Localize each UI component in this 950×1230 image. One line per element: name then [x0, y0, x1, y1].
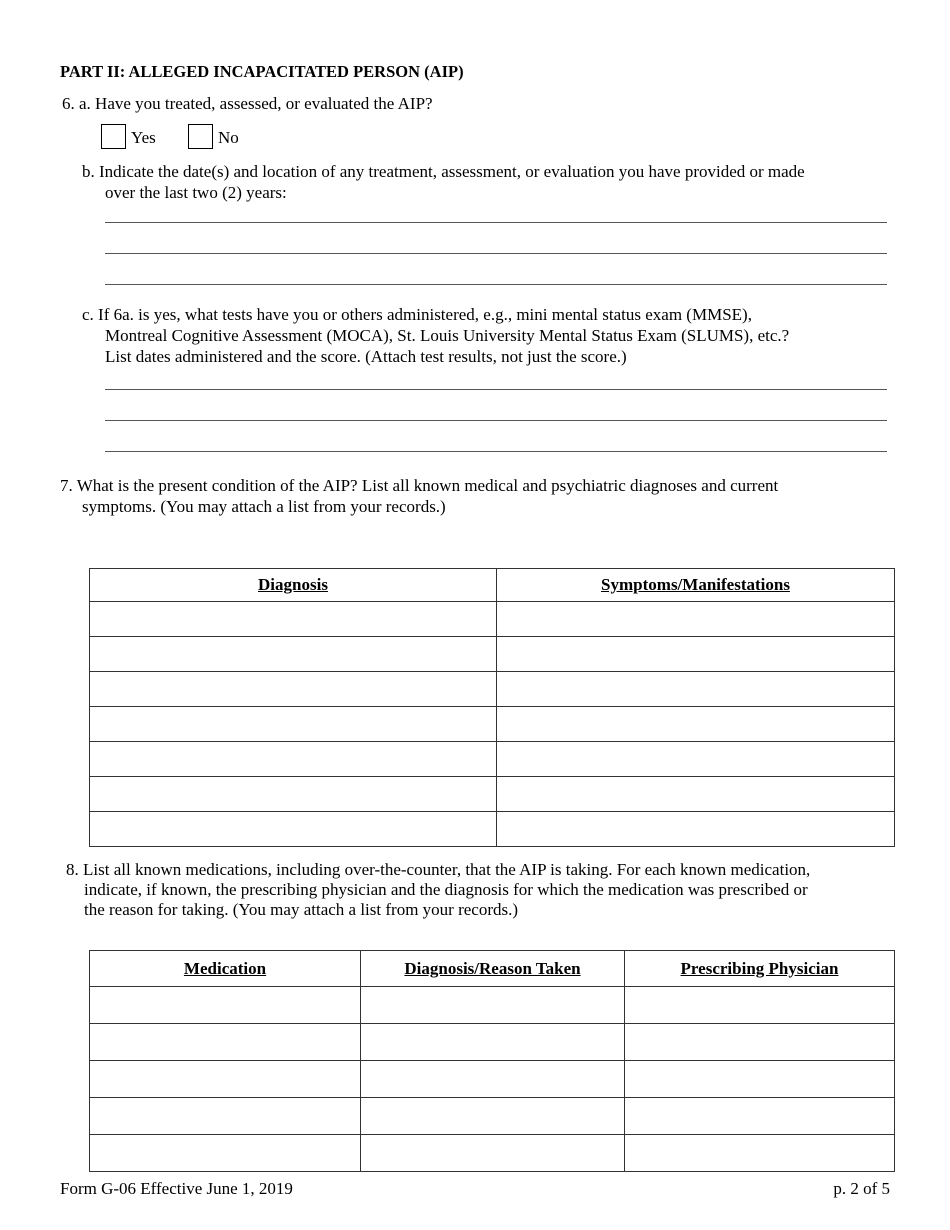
- symptoms-cell[interactable]: [497, 742, 895, 777]
- answer-line-6b-2[interactable]: [105, 253, 887, 254]
- table-row: [90, 812, 895, 847]
- table-row: [90, 742, 895, 777]
- answer-line-6c-3[interactable]: [105, 451, 887, 452]
- yes-checkbox[interactable]: [101, 124, 126, 149]
- question-7-line1: 7. What is the present condition of the AIP? List all known medical and psychiatric diagnoses and current: [60, 476, 779, 495]
- diagnosis-cell[interactable]: [90, 637, 497, 672]
- yes-label: Yes: [131, 128, 156, 147]
- no-checkbox[interactable]: [188, 124, 213, 149]
- diagnosis-cell[interactable]: [90, 707, 497, 742]
- answer-line-6c-2[interactable]: [105, 420, 887, 421]
- question-7-line2: symptoms. (You may attach a list from your records.): [82, 497, 446, 516]
- question-6c-line1: c. If 6a. is yes, what tests have you or others administered, e.g., mini mental status exam (MMSE),: [82, 305, 752, 324]
- physician-cell[interactable]: [625, 1061, 895, 1098]
- page-number: p. 2 of 5: [833, 1179, 890, 1198]
- table-row: [90, 602, 895, 637]
- physician-cell[interactable]: [625, 1135, 895, 1172]
- medication-header: Medication: [90, 951, 361, 987]
- table-row: [90, 707, 895, 742]
- symptoms-cell[interactable]: [497, 672, 895, 707]
- question-6b-line2: over the last two (2) years:: [105, 183, 287, 202]
- symptoms-cell[interactable]: [497, 812, 895, 847]
- reason-cell[interactable]: [361, 987, 625, 1024]
- no-label: No: [218, 128, 239, 147]
- answer-line-6c-1[interactable]: [105, 389, 887, 390]
- question-6c-line2: Montreal Cognitive Assessment (MOCA), St. Louis University Mental Status Exam (SLUMS), etc.?: [105, 326, 790, 345]
- answer-line-6b-1[interactable]: [105, 222, 887, 223]
- reason-cell[interactable]: [361, 1061, 625, 1098]
- table-row: [90, 1098, 895, 1135]
- diagnosis-cell[interactable]: [90, 742, 497, 777]
- medication-cell[interactable]: [90, 987, 361, 1024]
- diagnosis-cell[interactable]: [90, 777, 497, 812]
- question-8-line2: indicate, if known, the prescribing physician and the diagnosis for which the medication was prescribed or: [84, 880, 808, 899]
- table-header-row: [90, 951, 895, 987]
- question-6c-line3: List dates administered and the score. (Attach test results, not just the score.): [105, 347, 627, 366]
- symptoms-cell[interactable]: [497, 777, 895, 812]
- part-title: PART II: ALLEGED INCAPACITATED PERSON (AIP): [60, 62, 464, 81]
- table-row: [90, 1135, 895, 1172]
- diagnosis-cell[interactable]: [90, 812, 497, 847]
- diagnosis-cell[interactable]: [90, 672, 497, 707]
- symptoms-cell[interactable]: [497, 707, 895, 742]
- reason-header: Diagnosis/Reason Taken: [361, 951, 625, 987]
- medication-table: [89, 950, 895, 1172]
- table-row: [90, 987, 895, 1024]
- question-8-line1: 8. List all known medications, including over-the-counter, that the AIP is taking. For each known medication,: [66, 860, 811, 879]
- physician-cell[interactable]: [625, 1098, 895, 1135]
- question-6a-label: 6. a. Have you treated, assessed, or evaluated the AIP?: [62, 94, 433, 113]
- table-row: [90, 672, 895, 707]
- reason-cell[interactable]: [361, 1135, 625, 1172]
- symptoms-header: Symptoms/Manifestations: [497, 569, 895, 602]
- medication-cell[interactable]: [90, 1024, 361, 1061]
- table-row: [90, 1024, 895, 1061]
- reason-cell[interactable]: [361, 1098, 625, 1135]
- medication-cell[interactable]: [90, 1098, 361, 1135]
- physician-cell[interactable]: [625, 987, 895, 1024]
- question-6b-line1: b. Indicate the date(s) and location of any treatment, assessment, or evaluation you have provided or made: [82, 162, 805, 181]
- medication-cell[interactable]: [90, 1061, 361, 1098]
- diagnosis-cell[interactable]: [90, 602, 497, 637]
- question-8-line3: the reason for taking. (You may attach a list from your records.): [84, 900, 519, 919]
- physician-header: Prescribing Physician: [625, 951, 895, 987]
- table-row: [90, 637, 895, 672]
- symptoms-cell[interactable]: [497, 602, 895, 637]
- table-row: [90, 777, 895, 812]
- diagnosis-table: [89, 568, 895, 847]
- physician-cell[interactable]: [625, 1024, 895, 1061]
- medication-cell[interactable]: [90, 1135, 361, 1172]
- table-header-row: [90, 569, 895, 602]
- answer-line-6b-3[interactable]: [105, 284, 887, 285]
- symptoms-cell[interactable]: [497, 637, 895, 672]
- diagnosis-header: Diagnosis: [90, 569, 497, 602]
- form-footer: Form G-06 Effective June 1, 2019: [60, 1179, 293, 1198]
- table-row: [90, 1061, 895, 1098]
- reason-cell[interactable]: [361, 1024, 625, 1061]
